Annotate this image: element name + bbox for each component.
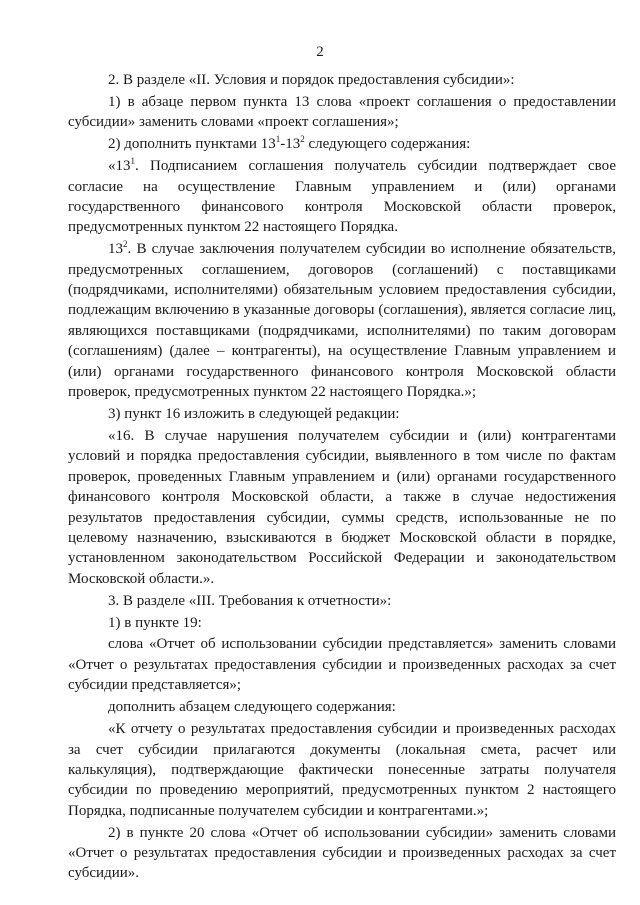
superscript: 1 [130, 156, 135, 167]
paragraph-text: «13 [108, 158, 131, 175]
paragraph-text: следующего содержания: [304, 136, 471, 153]
paragraph [68, 134, 616, 154]
paragraph: 2) в пункте 20 слова «Отчет об использовании субсидии» заменить словами «Отчет о результатах предоставления субсидии и произведенных расходах за счет субсидии». [68, 824, 616, 882]
paragraph-text: 2) дополнить пунктами 13 [108, 136, 276, 153]
paragraph-text: 13 [108, 241, 123, 258]
superscript: 1 [275, 134, 281, 145]
paragraph: дополнить абзацем следующего содержания: [108, 699, 396, 716]
paragraph: 1) в абзаце первом пункта 13 слова «проект соглашения о предоставлении субсидии» заменить словами «проект соглашения»; [68, 93, 616, 131]
page-number: 2 [316, 44, 324, 60]
paragraph: 3. В разделе «III. Требования к отчетности»: [108, 592, 392, 609]
superscript: 2 [300, 134, 305, 145]
paragraph: 1) в пункте 19: [108, 614, 202, 631]
paragraph: слова «Отчет об использовании субсидии представляется» заменить словами «Отчет о результатах предоставления субсидии и произведенных расходах за счет субсидии представляется»; [68, 636, 616, 694]
paragraph-text: . В случае заключения получателем субсидии во исполнение обязательств, предусмотренных соглашением, договоров (соглашений) с поставщиками (подрядчиками, исполнителями) обязательным условием предоставления субсидии, подлежащим включению в указанные договоры (соглашения), является согласие лиц, являющихся поставщиками (подрядчиками, исполнителями) по таким договорам (соглашениям) (далее – контрагенты), на осуществление Главным управлением и (или) органами государственного финансового контроля Московской области проверок, предусмотренных пунктом 22 настоящего Порядка.»; [68, 241, 616, 401]
paragraph: «К отчету о результатах предоставления субсидии и произведенных расходах за счет субсидии прилагаются документы (локальная смета, расчет или калькуляция), подтверждающие фактически понесенные затраты получателя субсидии по проведению мероприятий, предусмотренных пунктом 2 настоящего Порядка, подписанные получателем субсидии и контрагентами.»; [68, 721, 616, 819]
paragraph-text: -13 [280, 136, 301, 153]
paragraph: «16. В случае нарушения получателем субсидии и (или) контрагентами условий и порядка предоставления субсидии, выявленного в том числе по фактам проверок, проведенных Главным управлением и (или) органами государственного финансового контроля Московской области, а также в случае недостижения результатов предоставления субсидии, суммы средств, использованные не по целевому назначению, взыскиваются в бюджет Московской области в порядке, установленном законодательством Российской Федерации и законодательством Московской области.». [68, 427, 616, 587]
paragraph: 3) пункт 16 изложить в следующей редакции: [108, 406, 400, 422]
paragraph [68, 156, 616, 238]
paragraph: 2. В разделе «II. Условия и порядок предоставления субсидии»: [108, 72, 515, 88]
superscript: 2 [123, 239, 128, 250]
document-body [68, 70, 616, 885]
paragraph-text: . Подписанием соглашения получатель субсидии подтверждает свое согласие на осуществление Главным управлением и (или) органами государственного финансового контроля Московской области проверок, предусмотренных пунктом 22 настоящего Порядка. [68, 158, 616, 236]
paragraph [68, 239, 616, 402]
